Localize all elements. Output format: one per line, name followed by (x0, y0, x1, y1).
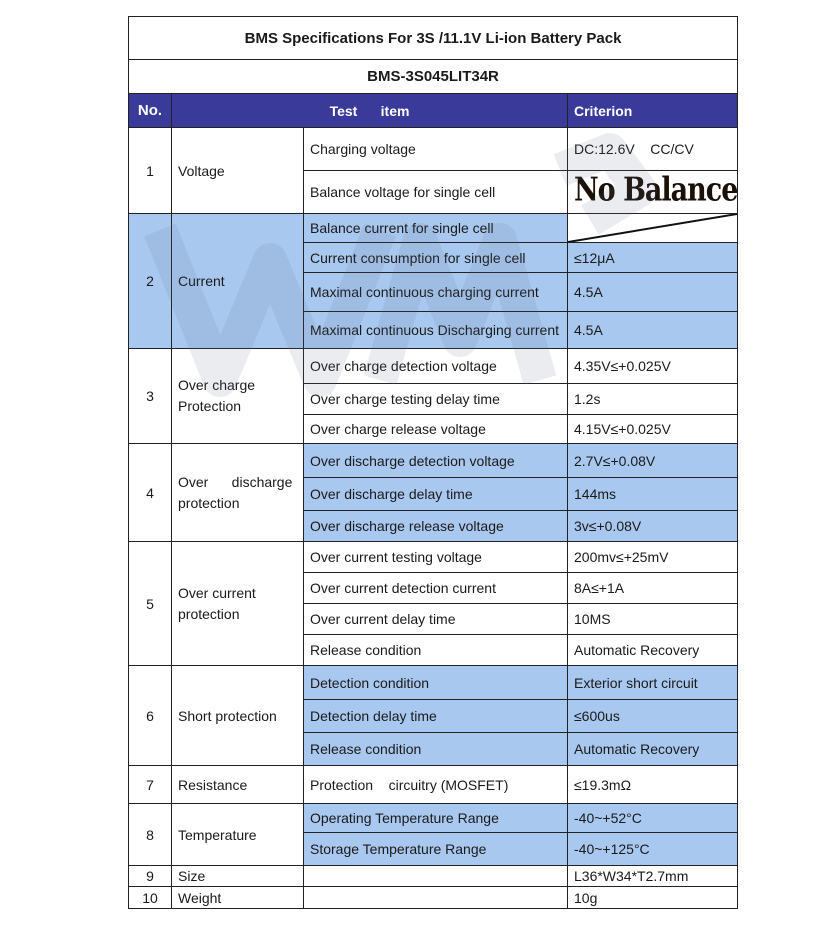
criterion-value: 1.2s (568, 384, 738, 415)
row-number: 8 (129, 804, 172, 866)
criterion-value: Automatic Recovery (568, 635, 738, 666)
table-row (129, 214, 738, 243)
test-item: Over charge detection voltage (304, 349, 568, 384)
criterion-value: ≤600us (568, 700, 738, 733)
category-label: Current (172, 214, 304, 349)
criterion-value: Automatic Recovery (568, 733, 738, 766)
row-number: 6 (129, 666, 172, 766)
category-label: Resistance (172, 766, 304, 804)
category-label: Weight (172, 887, 304, 909)
criterion-value: 200mv≤+25mV (568, 542, 738, 573)
test-item: Release condition (304, 733, 568, 766)
criterion-value: DC:12.6V CC/CV (568, 128, 738, 171)
table-row (129, 766, 738, 804)
document-title: BMS Specifications For 3S /11.1V Li-ion Battery Pack (129, 17, 738, 60)
criterion-value: 4.15V≤+0.025V (568, 415, 738, 444)
diagonal-line (568, 214, 737, 242)
test-item: Detection delay time (304, 700, 568, 733)
criterion-value: 10g (568, 887, 738, 909)
test-item: Balance voltage for single cell (304, 171, 568, 214)
criterion-value: 4.35V≤+0.025V (568, 349, 738, 384)
criterion-value: L36*W34*T2.7mm (568, 866, 738, 887)
row-number: 4 (129, 444, 172, 542)
row-number: 5 (129, 542, 172, 666)
test-item (304, 866, 568, 887)
bms-spec-table (128, 16, 738, 909)
model-number: BMS-3S045LIT34R (129, 60, 738, 94)
row-number: 3 (129, 349, 172, 444)
header-no: No. (129, 94, 172, 128)
test-item (304, 887, 568, 909)
row-number: 10 (129, 887, 172, 909)
test-item: Storage Temperature Range (304, 833, 568, 866)
test-item: Balance current for single cell (304, 214, 568, 243)
criterion-value: 8A≤+1A (568, 573, 738, 604)
table-row (129, 866, 738, 887)
table-row (129, 666, 738, 700)
criterion-value (568, 171, 738, 214)
table-row (129, 444, 738, 478)
test-item: Release condition (304, 635, 568, 666)
category-label: Temperature (172, 804, 304, 866)
table-row (129, 804, 738, 833)
criterion-value: Exterior short circuit (568, 666, 738, 700)
header-test-item: Test item (172, 94, 568, 128)
table-row (129, 128, 738, 171)
criterion-value: 4.5A (568, 312, 738, 349)
criterion-value: ≤12μA (568, 243, 738, 273)
test-item: Current consumption for single cell (304, 243, 568, 273)
test-item: Over charge testing delay time (304, 384, 568, 415)
no-balance-stamp: No Balance (574, 171, 738, 210)
test-item: Over discharge detection voltage (304, 444, 568, 478)
category-label: Over discharge protection (172, 444, 304, 542)
header-criterion: Criterion (568, 94, 738, 128)
criterion-value: 144ms (568, 478, 738, 511)
row-number: 1 (129, 128, 172, 214)
criterion-value: 4.5A (568, 273, 738, 312)
test-item: Over charge release voltage (304, 415, 568, 444)
category-label: Over charge Protection (172, 349, 304, 444)
criterion-value: -40~+52°C (568, 804, 738, 833)
row-number: 2 (129, 214, 172, 349)
criterion-empty (568, 214, 738, 243)
row-number: 7 (129, 766, 172, 804)
category-label: Voltage (172, 128, 304, 214)
test-item: Operating Temperature Range (304, 804, 568, 833)
criterion-value: 10MS (568, 604, 738, 635)
criterion-value: 3v≤+0.08V (568, 511, 738, 542)
test-item: Over current delay time (304, 604, 568, 635)
category-label: Size (172, 866, 304, 887)
test-item: Maximal continuous charging current (304, 273, 568, 312)
test-item: Maximal continuous Discharging current (304, 312, 568, 349)
table-row (129, 349, 738, 384)
test-item: Detection condition (304, 666, 568, 700)
test-item: Over current detection current (304, 573, 568, 604)
table-row (129, 887, 738, 909)
category-label: Over current protection (172, 542, 304, 666)
criterion-value: -40~+125°C (568, 833, 738, 866)
test-item: Charging voltage (304, 128, 568, 171)
table-row (129, 542, 738, 573)
row-number: 9 (129, 866, 172, 887)
criterion-value: ≤19.3mΩ (568, 766, 738, 804)
test-item: Over discharge release voltage (304, 511, 568, 542)
table-header (129, 94, 738, 128)
category-label: Short protection (172, 666, 304, 766)
test-item: Protection circuitry (MOSFET) (304, 766, 568, 804)
criterion-value: 2.7V≤+0.08V (568, 444, 738, 478)
test-item: Over current testing voltage (304, 542, 568, 573)
test-item: Over discharge delay time (304, 478, 568, 511)
